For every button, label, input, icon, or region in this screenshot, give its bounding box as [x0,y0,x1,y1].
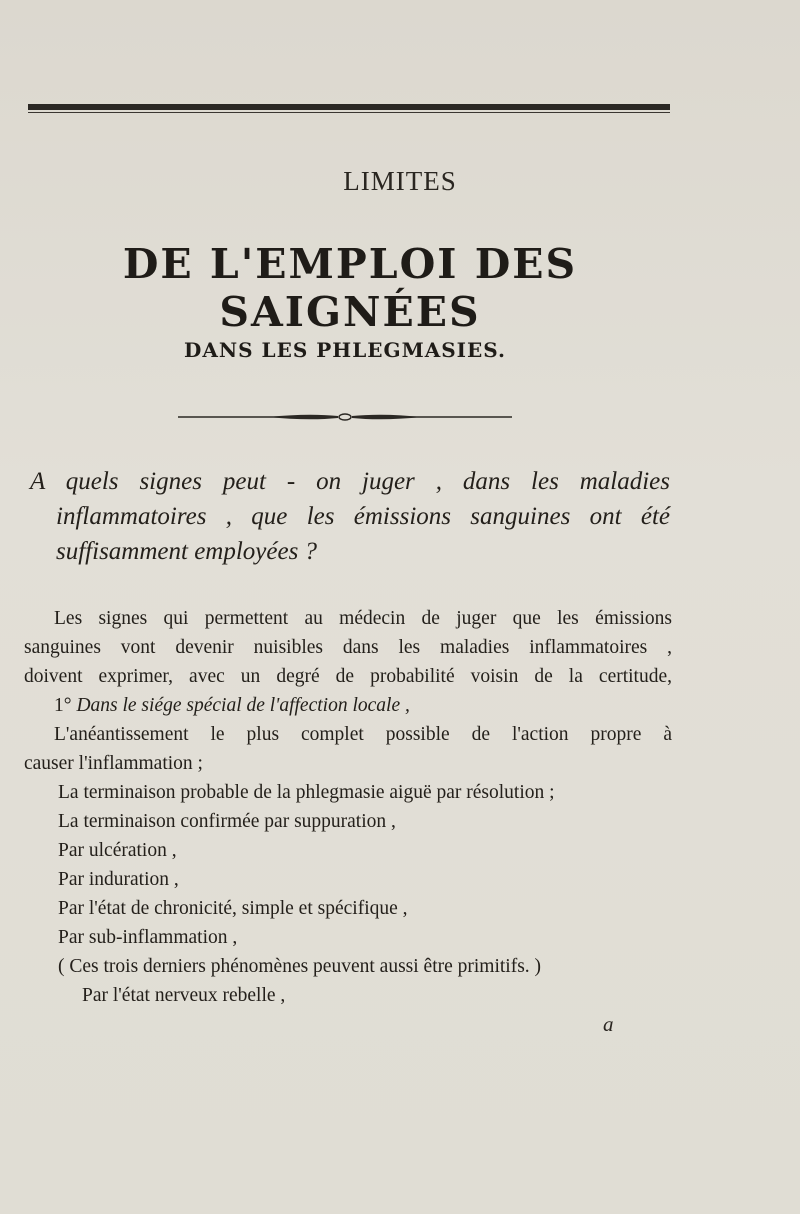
body-line: sanguines vont devenir nuisibles dans les maladies inflammatoires , [24,637,672,658]
item-number: 1° [54,695,77,716]
body-line: La terminaison probable de la phlegmasie aiguë par résolution ; [58,782,555,803]
body-text [24,604,672,1010]
page-title: DE L'EMPLOI DES SAIGNÉES [122,240,578,336]
item-heading: Dans le siége spécial de l'affection locale , [76,695,410,716]
header-rule [28,104,670,110]
body-line: Par ulcération , [58,840,177,861]
body-line: Les signes qui permettent au médecin de juger que les émissions [54,608,672,629]
body-line: Par induration , [58,869,179,890]
question-line-1: A quels signes peut - on juger , dans les maladies [30,468,670,495]
question-block [30,464,670,569]
ornament-divider [178,410,512,424]
body-line: Par sub-inflammation , [58,927,238,948]
body-line: Par l'état de chronicité, simple et spécifique , [58,898,408,919]
question-line-2: inflammatoires , que les émissions sanguines ont été [56,503,670,530]
signature-mark: a [603,1012,614,1036]
body-line: Par l'état nerveux rebelle , [82,985,286,1006]
page-subtitle: DANS LES PHLEGMASIES. [184,338,506,362]
body-line: doivent exprimer, avec un degré de probabilité voisin de la certitude, [24,666,672,687]
body-line: L'anéantissement le plus complet possible de l'action propre à [54,724,672,745]
question-line-3: suffisamment employées ? [56,538,318,565]
body-line: La terminaison confirmée par suppuration , [58,811,396,832]
body-line: ( Ces trois derniers phénomènes peuvent aussi être primitifs. ) [58,956,542,977]
header-rule-thin [28,112,670,113]
body-line: causer l'inflammation ; [24,753,203,774]
limites-heading: LIMITES [343,166,457,196]
body-line-item [24,691,672,720]
